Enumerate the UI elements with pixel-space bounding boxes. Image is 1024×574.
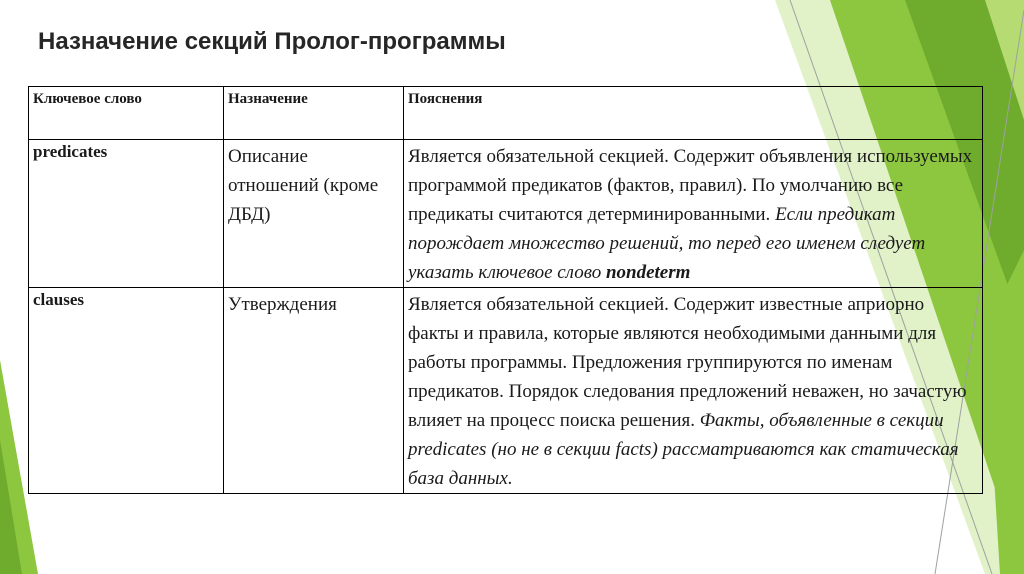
keyword-cell: clauses [29,288,224,494]
sections-table [28,86,983,494]
notes-cell [404,288,983,494]
header-purpose: Назначение [224,87,404,140]
notes-italic-text: Факты, объявленные в секции predicates (но не в секции facts) рассматриваются как статическая база данных. [408,410,959,489]
keyword-cell: predicates [29,140,224,288]
notes-italic-text: Если предикат порождает множество решений, то перед его именем следует указать ключевое слово [408,204,926,283]
header-keyword: Ключевое слово [29,87,224,140]
purpose-cell: Описание отношений (кроме ДБД) [224,140,404,288]
header-notes: Пояснения [404,87,983,140]
notes-text: Является обязательной секцией. Содержит известные априорно факты и правила, которые являются необходимыми данными для работы программы. Предложения группируются по именам предикатов. Порядок следования предложений неважен, но зачастую влияет на процесс поиска решения. [408,294,967,431]
notes-keyword-nondeterm: nondeterm [605,262,691,283]
notes-cell [404,140,983,288]
slide-title: Назначение секций Пролог-программы [38,28,506,55]
table-row [29,288,983,494]
table-row [29,140,983,288]
table-header-row [29,87,983,140]
notes-text: Является обязательной секцией. Содержит объявления используемых программой предикатов (фактов, правил). По умолчанию все предикаты считаются детерминированными. [408,146,973,225]
purpose-cell: Утверждения [224,288,404,494]
